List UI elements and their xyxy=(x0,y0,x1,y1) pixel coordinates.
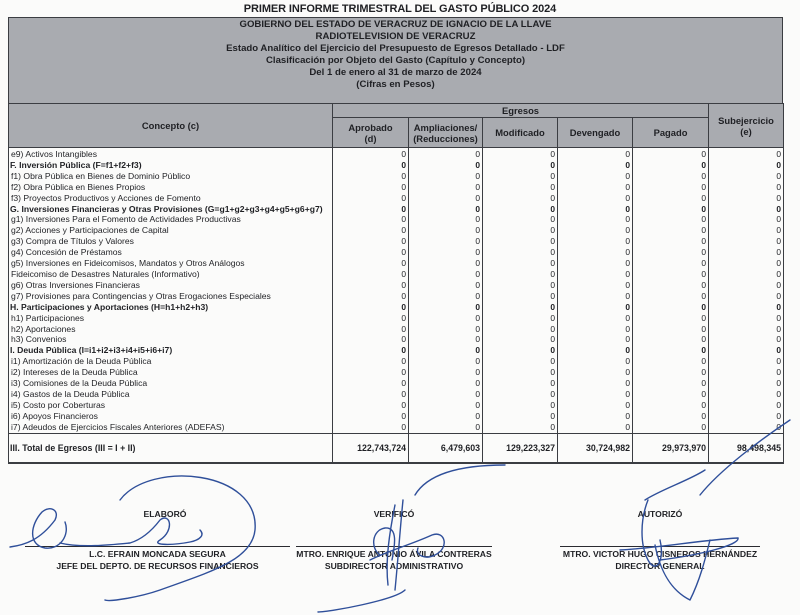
modificado-cell: 0 xyxy=(483,334,558,345)
concepto-cell: g1) Inversiones Para el Fomento de Actividades Productivas xyxy=(9,214,333,225)
devengado-cell: 0 xyxy=(558,367,633,378)
ampliaciones-label: Ampliaciones/ xyxy=(413,121,478,133)
devengado-cell: 0 xyxy=(558,269,633,280)
table-row xyxy=(9,422,784,433)
devengado-cell: 0 xyxy=(558,148,633,160)
signature-block-autorizo xyxy=(560,508,760,572)
total-subejercicio: 98,498,345 xyxy=(709,433,784,463)
ampliaciones-cell: 0 xyxy=(409,193,483,204)
signature-label: ELABORÓ xyxy=(143,509,187,519)
concepto-cell: g7) Provisiones para Contingencias y Otras Erogaciones Especiales xyxy=(9,291,333,302)
signature-block-elaboro xyxy=(56,508,259,572)
aprobado-cell: 0 xyxy=(333,291,409,302)
subejercicio-cell: 0 xyxy=(709,258,784,269)
column-header-modificado: Modificado xyxy=(483,118,558,148)
concepto-cell: i4) Gastos de la Deuda Pública xyxy=(9,389,333,400)
devengado-cell: 0 xyxy=(558,236,633,247)
aprobado-cell: 0 xyxy=(333,334,409,345)
subejercicio-cell: 0 xyxy=(709,160,784,171)
signature-label: AUTORIZÓ xyxy=(637,509,683,519)
table-row xyxy=(9,148,784,160)
modificado-cell: 0 xyxy=(483,378,558,389)
subejercicio-cell: 0 xyxy=(709,302,784,313)
devengado-cell: 0 xyxy=(558,160,633,171)
table-row xyxy=(9,356,784,367)
subejercicio-cell: 0 xyxy=(709,389,784,400)
report-header xyxy=(8,17,783,103)
signer-name: MTRO. VICTOR HUGO CISNEROS HERNÁNDEZ xyxy=(562,549,758,559)
modificado-cell: 0 xyxy=(483,422,558,433)
pagado-cell: 0 xyxy=(633,313,709,324)
devengado-cell: 0 xyxy=(558,378,633,389)
pagado-cell: 0 xyxy=(633,225,709,236)
table-row xyxy=(9,182,784,193)
table-section-row xyxy=(9,345,784,356)
subejercicio-cell: 0 xyxy=(709,280,784,291)
pagado-cell: 0 xyxy=(633,247,709,258)
concepto-cell: i3) Comisiones de la Deuda Pública xyxy=(9,378,333,389)
pagado-cell: 0 xyxy=(633,291,709,302)
modificado-cell: 0 xyxy=(483,302,558,313)
devengado-cell: 0 xyxy=(558,400,633,411)
subejercicio-label: Subejercicio xyxy=(718,114,774,126)
aprobado-cell: 0 xyxy=(333,280,409,291)
aprobado-cell: 0 xyxy=(333,148,409,160)
ampliaciones-cell: 0 xyxy=(409,389,483,400)
aprobado-cell: 0 xyxy=(333,269,409,280)
table-row xyxy=(9,214,784,225)
table-row xyxy=(9,258,784,269)
modificado-cell: 0 xyxy=(483,204,558,215)
subejercicio-cell: 0 xyxy=(709,214,784,225)
table-row xyxy=(9,193,784,204)
aprobado-cell: 0 xyxy=(333,313,409,324)
ampliaciones-cell: 0 xyxy=(409,378,483,389)
concepto-cell: F. Inversión Pública (F=f1+f2+f3) xyxy=(9,160,333,171)
subejercicio-cell: 0 xyxy=(709,171,784,182)
aprobado-cell: 0 xyxy=(333,204,409,215)
ampliaciones-cell: 0 xyxy=(409,225,483,236)
signer-position: SUBDIRECTOR ADMINISTRATIVO xyxy=(324,561,464,571)
concepto-cell: i5) Costo por Coberturas xyxy=(9,400,333,411)
aprobado-cell: 0 xyxy=(333,214,409,225)
aprobado-cell: 0 xyxy=(333,182,409,193)
column-header-subejercicio xyxy=(709,104,784,148)
devengado-cell: 0 xyxy=(558,258,633,269)
pagado-cell: 0 xyxy=(633,214,709,225)
report-document xyxy=(8,17,783,464)
aprobado-cell: 0 xyxy=(333,258,409,269)
header-line-units: (Cifras en Pesos) xyxy=(356,79,435,90)
header-line-entity: RADIOTELEVISION DE VERACRUZ xyxy=(315,31,476,42)
ampliaciones-cell: 0 xyxy=(409,313,483,324)
total-devengado: 30,724,982 xyxy=(558,433,633,463)
subejercicio-cell: 0 xyxy=(709,236,784,247)
pagado-cell: 0 xyxy=(633,280,709,291)
concepto-cell: I. Deuda Pública (I=i1+i2+i3+i4+i5+i6+i7) xyxy=(9,345,333,356)
pagado-cell: 0 xyxy=(633,269,709,280)
aprobado-cell: 0 xyxy=(333,171,409,182)
ampliaciones-cell: 0 xyxy=(409,160,483,171)
column-header-concepto: Concepto (c) xyxy=(9,104,333,148)
devengado-cell: 0 xyxy=(558,324,633,335)
ampliaciones-cell: 0 xyxy=(409,356,483,367)
signer-name: MTRO. ENRIQUE ANTONIO ÁVILA CONTRERAS xyxy=(296,549,492,559)
table-row xyxy=(9,171,784,182)
table-section-row xyxy=(9,160,784,171)
aprobado-label: Aprobado xyxy=(348,121,393,133)
concepto-cell: h3) Convenios xyxy=(9,334,333,345)
concepto-cell: i6) Apoyos Financieros xyxy=(9,411,333,422)
devengado-cell: 0 xyxy=(558,182,633,193)
modificado-cell: 0 xyxy=(483,356,558,367)
table-row xyxy=(9,324,784,335)
concepto-cell: h1) Participaciones xyxy=(9,313,333,324)
concepto-cell: g3) Compra de Títulos y Valores xyxy=(9,236,333,247)
concepto-cell: i1) Amortización de la Deuda Pública xyxy=(9,356,333,367)
modificado-cell: 0 xyxy=(483,171,558,182)
aprobado-cell: 0 xyxy=(333,225,409,236)
aprobado-note: (d) xyxy=(364,132,377,144)
pagado-cell: 0 xyxy=(633,367,709,378)
table-body xyxy=(9,148,784,463)
table-section-row xyxy=(9,302,784,313)
table-row xyxy=(9,280,784,291)
concepto-cell: h2) Aportaciones xyxy=(9,324,333,335)
pagado-cell: 0 xyxy=(633,378,709,389)
ampliaciones-cell: 0 xyxy=(409,214,483,225)
aprobado-cell: 0 xyxy=(333,324,409,335)
table-row xyxy=(9,389,784,400)
aprobado-cell: 0 xyxy=(333,236,409,247)
ampliaciones-cell: 0 xyxy=(409,291,483,302)
modificado-cell: 0 xyxy=(483,214,558,225)
table-row xyxy=(9,367,784,378)
pagado-cell: 0 xyxy=(633,400,709,411)
table-row xyxy=(9,334,784,345)
devengado-cell: 0 xyxy=(558,204,633,215)
concepto-cell: Fideicomiso de Desastres Naturales (Informativo) xyxy=(9,269,333,280)
concepto-cell: G. Inversiones Financieras y Otras Provisiones (G=g1+g2+g3+g4+g5+g6+g7) xyxy=(9,204,333,215)
devengado-cell: 0 xyxy=(558,313,633,324)
modificado-cell: 0 xyxy=(483,291,558,302)
modificado-cell: 0 xyxy=(483,280,558,291)
devengado-cell: 0 xyxy=(558,291,633,302)
header-line-period: Del 1 de enero al 31 de marzo de 2024 xyxy=(309,67,482,78)
devengado-cell: 0 xyxy=(558,193,633,204)
ampliaciones-cell: 0 xyxy=(409,367,483,378)
subejercicio-cell: 0 xyxy=(709,247,784,258)
ampliaciones-cell: 0 xyxy=(409,148,483,160)
subejercicio-cell: 0 xyxy=(709,204,784,215)
ampliaciones-cell: 0 xyxy=(409,302,483,313)
modificado-cell: 0 xyxy=(483,148,558,160)
subejercicio-cell: 0 xyxy=(709,182,784,193)
ampliaciones-cell: 0 xyxy=(409,324,483,335)
subejercicio-cell: 0 xyxy=(709,225,784,236)
concepto-cell: H. Participaciones y Aportaciones (H=h1+h2+h3) xyxy=(9,302,333,313)
pagado-cell: 0 xyxy=(633,389,709,400)
devengado-cell: 0 xyxy=(558,411,633,422)
subejercicio-cell: 0 xyxy=(709,378,784,389)
concepto-cell: f2) Obra Pública en Bienes Propios xyxy=(9,182,333,193)
concepto-cell: f3) Proyectos Productivos y Acciones de Fomento xyxy=(9,193,333,204)
pagado-cell: 0 xyxy=(633,302,709,313)
pagado-cell: 0 xyxy=(633,324,709,335)
pagado-cell: 0 xyxy=(633,236,709,247)
modificado-cell: 0 xyxy=(483,389,558,400)
subejercicio-cell: 0 xyxy=(709,411,784,422)
subejercicio-cell: 0 xyxy=(709,324,784,335)
ampliaciones-cell: 0 xyxy=(409,280,483,291)
aprobado-cell: 0 xyxy=(333,302,409,313)
modificado-cell: 0 xyxy=(483,367,558,378)
pagado-cell: 0 xyxy=(633,411,709,422)
pagado-cell: 0 xyxy=(633,182,709,193)
devengado-cell: 0 xyxy=(558,302,633,313)
ampliaciones-cell: 0 xyxy=(409,422,483,433)
signature-ink-verifico-slash xyxy=(415,465,505,495)
modificado-cell: 0 xyxy=(483,160,558,171)
signature-label: VERIFICÓ xyxy=(373,509,415,519)
total-row xyxy=(9,433,784,463)
table-row xyxy=(9,400,784,411)
modificado-cell: 0 xyxy=(483,193,558,204)
devengado-cell: 0 xyxy=(558,247,633,258)
table-row xyxy=(9,411,784,422)
devengado-cell: 0 xyxy=(558,225,633,236)
ampliaciones-cell: 0 xyxy=(409,334,483,345)
concepto-cell: i2) Intereses de la Deuda Pública xyxy=(9,367,333,378)
signature-block-verifico xyxy=(296,508,492,572)
subejercicio-cell: 0 xyxy=(709,422,784,433)
pagado-cell: 0 xyxy=(633,193,709,204)
column-group-egresos: Egresos xyxy=(333,104,709,118)
ampliaciones-cell: 0 xyxy=(409,411,483,422)
table-row xyxy=(9,225,784,236)
concepto-cell: i7) Adeudos de Ejercicios Fiscales Anteriores (ADEFAS) xyxy=(9,422,333,433)
modificado-cell: 0 xyxy=(483,345,558,356)
modificado-cell: 0 xyxy=(483,247,558,258)
aprobado-cell: 0 xyxy=(333,367,409,378)
table-row xyxy=(9,313,784,324)
table-section-row xyxy=(9,204,784,215)
modificado-cell: 0 xyxy=(483,400,558,411)
signer-name: L.C. EFRAIN MONCADA SEGURA xyxy=(89,549,226,559)
aprobado-cell: 0 xyxy=(333,193,409,204)
devengado-cell: 0 xyxy=(558,280,633,291)
modificado-cell: 0 xyxy=(483,182,558,193)
subejercicio-cell: 0 xyxy=(709,334,784,345)
total-label: III. Total de Egresos (III = I + II) xyxy=(9,433,333,463)
modificado-cell: 0 xyxy=(483,258,558,269)
pagado-cell: 0 xyxy=(633,345,709,356)
table-row xyxy=(9,378,784,389)
ampliaciones-cell: 0 xyxy=(409,204,483,215)
subejercicio-note: (e) xyxy=(740,125,752,137)
concepto-cell: g4) Concesión de Préstamos xyxy=(9,247,333,258)
pagado-cell: 0 xyxy=(633,258,709,269)
devengado-cell: 0 xyxy=(558,345,633,356)
aprobado-cell: 0 xyxy=(333,345,409,356)
subejercicio-cell: 0 xyxy=(709,400,784,411)
header-line-government: GOBIERNO DEL ESTADO DE VERACRUZ DE IGNACIO DE LA LLAVE xyxy=(239,19,552,30)
total-pagado: 29,973,970 xyxy=(633,433,709,463)
table-row xyxy=(9,247,784,258)
modificado-cell: 0 xyxy=(483,225,558,236)
ampliaciones-cell: 0 xyxy=(409,247,483,258)
ampliaciones-cell: 0 xyxy=(409,345,483,356)
table-row xyxy=(9,269,784,280)
aprobado-cell: 0 xyxy=(333,422,409,433)
table-row xyxy=(9,236,784,247)
column-header-pagado: Pagado xyxy=(633,118,709,148)
subejercicio-cell: 0 xyxy=(709,356,784,367)
devengado-cell: 0 xyxy=(558,334,633,345)
total-modificado: 129,223,327 xyxy=(483,433,558,463)
devengado-cell: 0 xyxy=(558,171,633,182)
subejercicio-cell: 0 xyxy=(709,345,784,356)
subejercicio-cell: 0 xyxy=(709,269,784,280)
pagado-cell: 0 xyxy=(633,334,709,345)
ampliaciones-cell: 0 xyxy=(409,236,483,247)
subejercicio-cell: 0 xyxy=(709,291,784,302)
pagado-cell: 0 xyxy=(633,148,709,160)
signature-line xyxy=(560,546,760,547)
aprobado-cell: 0 xyxy=(333,389,409,400)
table-row xyxy=(9,291,784,302)
column-header-ampliaciones xyxy=(409,118,483,148)
subejercicio-cell: 0 xyxy=(709,313,784,324)
devengado-cell: 0 xyxy=(558,422,633,433)
concepto-cell: f1) Obra Pública en Bienes de Dominio Público xyxy=(9,171,333,182)
header-line-statement: Estado Analítico del Ejercicio del Presupuesto de Egresos Detallado - LDF xyxy=(226,43,565,54)
modificado-cell: 0 xyxy=(483,411,558,422)
column-header-devengado: Devengado xyxy=(558,118,633,148)
pagado-cell: 0 xyxy=(633,160,709,171)
pagado-cell: 0 xyxy=(633,422,709,433)
devengado-cell: 0 xyxy=(558,356,633,367)
subejercicio-cell: 0 xyxy=(709,148,784,160)
modificado-cell: 0 xyxy=(483,313,558,324)
pagado-cell: 0 xyxy=(633,171,709,182)
subejercicio-cell: 0 xyxy=(709,367,784,378)
expenditure-table xyxy=(8,103,784,464)
modificado-cell: 0 xyxy=(483,236,558,247)
ampliaciones-cell: 0 xyxy=(409,400,483,411)
column-header-aprobado xyxy=(333,118,409,148)
modificado-cell: 0 xyxy=(483,324,558,335)
devengado-cell: 0 xyxy=(558,389,633,400)
aprobado-cell: 0 xyxy=(333,411,409,422)
total-ampliaciones: 6,479,603 xyxy=(409,433,483,463)
signer-position: JEFE DEL DEPTO. DE RECURSOS FINANCIEROS xyxy=(56,561,259,571)
pagado-cell: 0 xyxy=(633,356,709,367)
aprobado-cell: 0 xyxy=(333,400,409,411)
ampliaciones-cell: 0 xyxy=(409,269,483,280)
concepto-cell: g2) Acciones y Participaciones de Capital xyxy=(9,225,333,236)
pagado-cell: 0 xyxy=(633,204,709,215)
aprobado-cell: 0 xyxy=(333,378,409,389)
aprobado-cell: 0 xyxy=(333,247,409,258)
signature-line xyxy=(296,546,492,547)
aprobado-cell: 0 xyxy=(333,356,409,367)
aprobado-cell: 0 xyxy=(333,160,409,171)
header-line-classification: Clasificación por Objeto del Gasto (Capítulo y Concepto) xyxy=(265,55,526,66)
concepto-cell: g5) Inversiones en Fideicomisos, Mandatos y Otros Análogos xyxy=(9,258,333,269)
ampliaciones-cell: 0 xyxy=(409,171,483,182)
concepto-cell: g6) Otras Inversiones Financieras xyxy=(9,280,333,291)
signature-line xyxy=(25,546,290,547)
ampliaciones-cell: 0 xyxy=(409,258,483,269)
modificado-cell: 0 xyxy=(483,269,558,280)
ampliaciones-note: (Reducciones) xyxy=(413,132,478,144)
subejercicio-cell: 0 xyxy=(709,193,784,204)
concepto-cell: e9) Activos Intangibles xyxy=(9,148,333,160)
report-title: PRIMER INFORME TRIMESTRAL DEL GASTO PÚBLICO 2024 xyxy=(243,3,557,15)
devengado-cell: 0 xyxy=(558,214,633,225)
total-aprobado: 122,743,724 xyxy=(333,433,409,463)
ampliaciones-cell: 0 xyxy=(409,182,483,193)
signer-position: DIRECTOR GENERAL xyxy=(615,561,705,571)
